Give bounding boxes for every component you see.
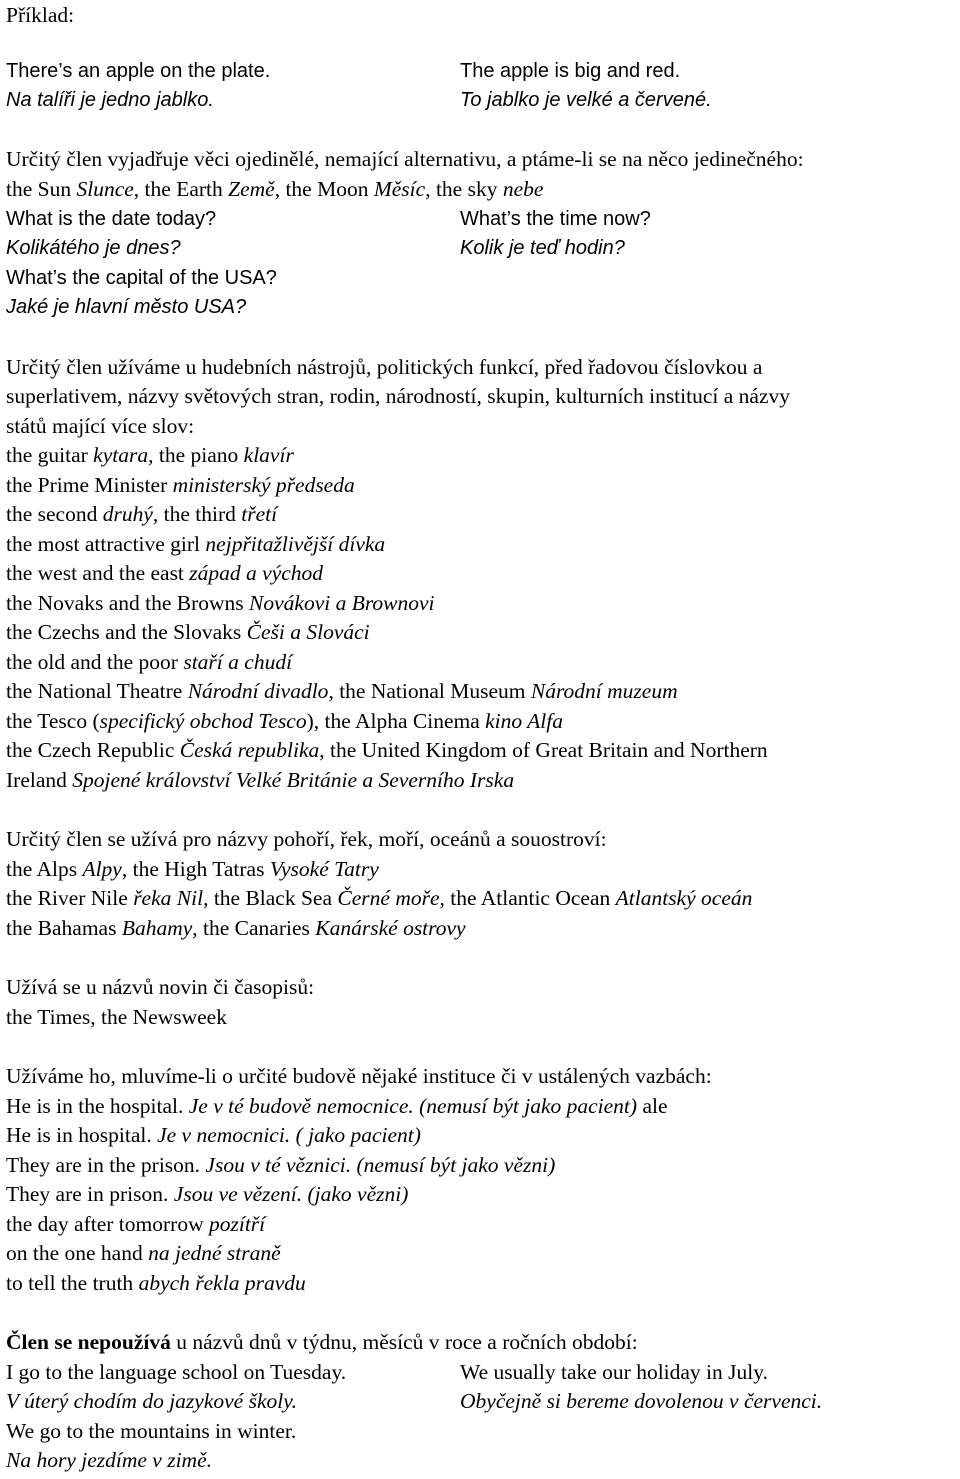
text: nebe [502,177,544,201]
example-translation [6,1445,212,1475]
text: Slunce [76,177,134,201]
text: They are in the prison. [6,1153,206,1177]
example-line [6,204,216,234]
text: , the High Tatras [121,857,270,881]
example-translation [6,292,246,322]
example-translation [6,233,181,263]
text: the guitar [6,443,94,467]
text: pozítří [208,1212,266,1236]
text: , the sky [425,177,503,201]
text: Atlantský oceán [615,886,753,910]
text: He is in the hospital. [6,1094,189,1118]
text: superlativem, názvy světových stran, rodin, národností, skupin, kulturních institucí a názvy [6,384,790,408]
rule-paragraph [6,1327,638,1357]
text: We usually take our holiday in July. [460,1360,768,1384]
text: the second [6,502,103,526]
text: , the Atlantic Ocean [439,886,616,910]
text: Na talíři je jedno jablko. [6,89,214,111]
text: na jedné straně [148,1241,281,1265]
text: To jablko je velké a červené. [460,89,712,111]
text: the day after tomorrow [6,1212,209,1236]
rule-paragraph [6,144,804,174]
example-translation-right [460,1386,822,1416]
example-heading [6,0,74,30]
example-line [6,470,355,500]
text: Vysoké Tatry [269,857,379,881]
text: to tell the truth [6,1271,139,1295]
text: Češi a Slováci [246,620,370,644]
text: What’s the time now? [460,208,651,230]
text: ale [637,1094,668,1118]
rule-paragraph [6,381,790,411]
example-line [6,617,370,647]
text: Národní muzeum [530,679,678,703]
example-line [6,1091,668,1121]
text: klavír [243,443,294,467]
example-line [6,1209,265,1239]
text: We go to the mountains in winter. [6,1419,297,1443]
example-line [6,735,768,765]
text: the Prime Minister [6,473,173,497]
example-line [6,676,678,706]
text: on the one hand [6,1241,149,1265]
text: , the Black Sea [203,886,338,910]
rule-paragraph [6,411,194,441]
text: the Alps [6,857,83,881]
text: the Novaks and the Browns [6,591,250,615]
text: Černé moře [337,886,440,910]
example-line-right [460,1357,768,1387]
example-line [6,854,379,884]
example-line [6,263,277,293]
text: the old and the poor [6,650,184,674]
text: The apple is big and red. [460,60,681,82]
example-line [6,558,323,588]
text: the west and the east [6,561,190,585]
text: Užíváme ho, mluvíme-li o určité budově nějaké instituce či v ustálených vazbách: [6,1064,712,1088]
text: What is the date today? [6,208,217,230]
example-line [6,913,466,943]
text: kino Alfa [485,709,563,733]
example-line [6,174,543,204]
text: staří a chudí [183,650,293,674]
text: kytara, [93,443,154,467]
text: He is in hospital. [6,1123,158,1147]
example-line [6,1179,408,1209]
example-line [6,1002,227,1032]
text: Je v té budově nemocnice. (nemusí být jako pacient) [188,1094,638,1118]
text: the piano [153,443,244,467]
text: řeka Nil [133,886,204,910]
text: Jsou ve vězení. (jako vězni) [173,1182,409,1206]
text: Určitý člen vyjadřuje věci ojedinělé, nemající alternativu, a ptáme-li se na něco jedinečného: [6,147,804,171]
text: Česká republika [179,738,320,762]
text: Země [228,177,275,201]
text: Člen se nepoužívá [6,1330,171,1354]
example-line [6,588,435,618]
text: Užívá se u názvů novin či časopisů: [6,975,315,999]
text: západ a východ [189,561,324,585]
text: the Bahamas [6,916,122,940]
text: druhý [102,502,153,526]
text: , the third [152,502,242,526]
example-line [6,1357,346,1387]
text: What’s the capital of the USA? [6,267,277,289]
example-line [6,499,277,529]
text: Je v nemocnici. ( jako pacient) [157,1123,421,1147]
rule-paragraph [6,824,607,854]
text: Ireland [6,768,73,792]
example-line [6,706,563,736]
example-line [6,1150,555,1180]
text: Jsou v té věznici. (nemusí být jako vězni) [205,1153,556,1177]
example-line-right [460,56,680,86]
rule-paragraph [6,972,314,1002]
example-line [6,1416,296,1446]
text: Určitý člen užíváme u hudebních nástrojů, politických funkcí, před řadovou číslovkou a [6,355,763,379]
rule-paragraph [6,1061,712,1091]
text: specifický obchod Tesco [99,709,307,733]
example-line [6,56,270,86]
text: Novákovi a Brownovi [249,591,435,615]
text: , the National Museum [328,679,531,703]
text: států mající více slov: [6,414,195,438]
rule-paragraph [6,352,762,382]
text: Národní divadlo [187,679,329,703]
text: Na hory jezdíme v zimě. [6,1448,213,1472]
text: the Tesco ( [6,709,100,733]
example-line [6,1268,306,1298]
text: ), the Alpha Cinema [306,709,486,733]
text: Měsíc [373,177,426,201]
example-line-right [460,204,651,234]
example-line [6,529,385,559]
example-translation [6,1386,297,1416]
text: u názvů dnů v týdnu, měsíců v roce a ročních období: [170,1330,638,1354]
text: Kolikátého je dnes? [6,237,181,259]
text: , the Earth [133,177,229,201]
example-line [6,647,292,677]
example-translation [6,85,214,115]
text: They are in prison. [6,1182,174,1206]
text: Bahamy [121,916,193,940]
text: Kolik je teď hodin? [460,237,625,259]
text: the Times, the Newsweek [6,1005,227,1029]
example-translation-right [460,233,625,263]
text: Jaké je hlavní město USA? [6,296,247,318]
text: třetí [241,502,278,526]
text: , the Canaries [192,916,316,940]
text: , the Moon [274,177,374,201]
text: the River Nile [6,886,134,910]
example-translation-right [460,85,712,115]
text: the National Theatre [6,679,188,703]
text: There’s an apple on the plate. [6,60,271,82]
text: Spojené království Velké Británie a Severního Irska [72,768,515,792]
text: the most attractive girl [6,532,206,556]
text: Příklad: [6,3,75,27]
text: the Czech Republic [6,738,180,762]
example-line [6,1120,421,1150]
text: Obyčejně si bereme dovolenou v červenci. [460,1389,823,1413]
text: Kanárské ostrovy [315,916,466,940]
text: Určitý člen se užívá pro názvy pohoří, řek, moří, oceánů a souostroví: [6,827,607,851]
text: the Sun [6,177,77,201]
example-line [6,883,752,913]
text: ministerský předseda [172,473,355,497]
example-line [6,765,514,795]
text: V úterý chodím do jazykové školy. [6,1389,297,1413]
text: , the United Kingdom of Great Britain and Northern [319,738,768,762]
text: Alpy [82,857,122,881]
text: the Czechs and the Slovaks [6,620,247,644]
example-line [6,440,294,470]
text: nejpřitažlivější dívka [205,532,386,556]
text: I go to the language school on Tuesday. [6,1360,347,1384]
example-line [6,1238,281,1268]
text: abych řekla pravdu [138,1271,306,1295]
